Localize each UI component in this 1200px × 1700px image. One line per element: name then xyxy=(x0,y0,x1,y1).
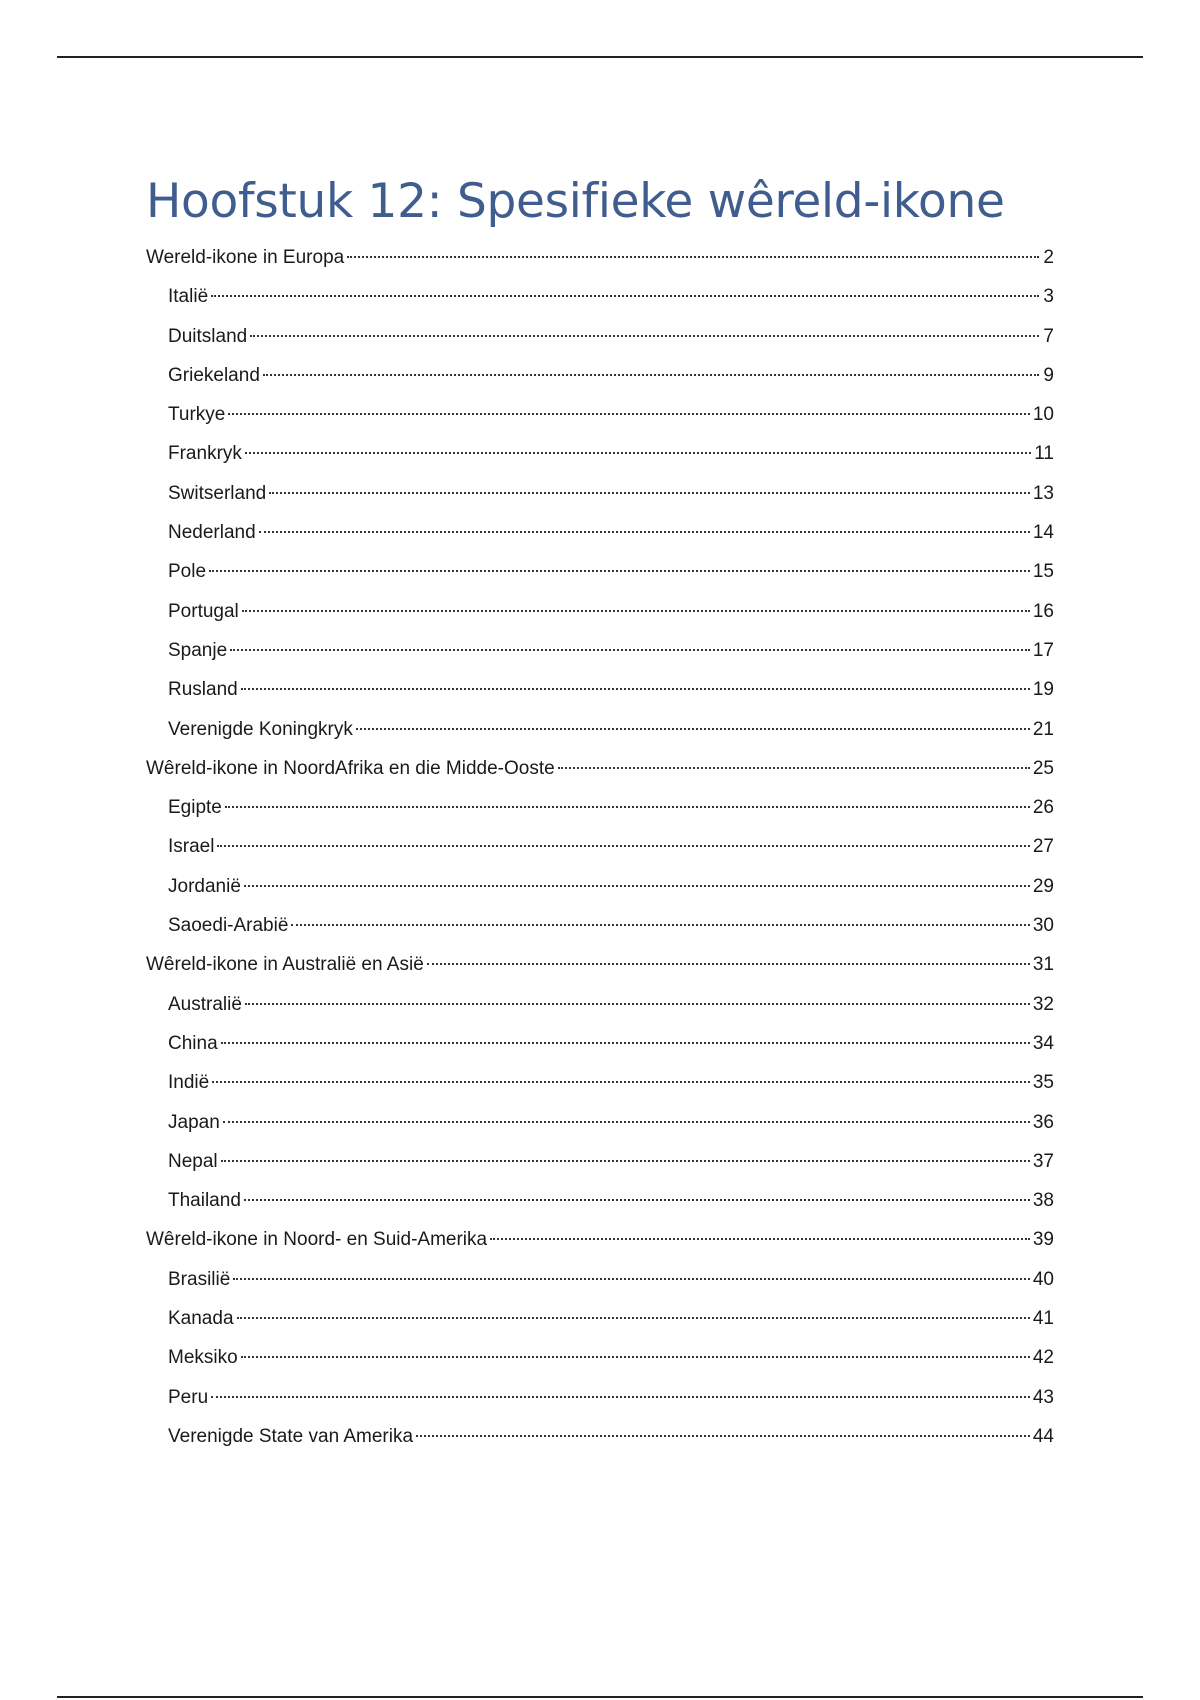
toc-dot-leader xyxy=(230,649,1030,651)
toc-dot-leader xyxy=(263,374,1039,376)
toc-entry[interactable] xyxy=(146,277,1054,316)
toc-dot-leader xyxy=(237,1317,1030,1319)
toc-dot-leader xyxy=(245,1003,1030,1005)
toc-dot-leader xyxy=(211,1396,1030,1398)
toc-entry[interactable] xyxy=(146,356,1054,395)
toc-entry-label: Verenigde State van Amerika xyxy=(168,1425,414,1447)
toc-entry-label: Jordanië xyxy=(168,875,241,897)
toc-dot-leader xyxy=(221,1042,1030,1044)
toc-entry[interactable] xyxy=(146,1417,1054,1456)
toc-dot-leader xyxy=(356,728,1030,730)
toc-entry-label: Spanje xyxy=(168,639,228,661)
toc-entry[interactable] xyxy=(146,867,1054,906)
toc-entry-page-number: 42 xyxy=(1032,1347,1054,1369)
toc-dot-leader xyxy=(221,1160,1030,1162)
table-of-contents xyxy=(146,238,1054,1456)
toc-entry-label: Kanada xyxy=(168,1308,234,1330)
toc-entry-page-number: 30 xyxy=(1032,915,1054,937)
toc-entry-label: Wereld-ikone in Europa xyxy=(146,247,345,268)
toc-entry[interactable] xyxy=(146,1142,1054,1181)
toc-entry-page-number: 11 xyxy=(1034,443,1054,465)
toc-entry[interactable] xyxy=(146,552,1054,591)
toc-entry[interactable] xyxy=(146,749,1054,788)
toc-entry-page-number: 10 xyxy=(1032,404,1054,426)
toc-entry[interactable] xyxy=(146,513,1054,552)
toc-entry-page-number: 21 xyxy=(1032,718,1054,740)
toc-entry-label: China xyxy=(168,1032,218,1054)
toc-entry-page-number: 36 xyxy=(1032,1111,1054,1133)
toc-entry-label: Portugal xyxy=(168,600,239,622)
page-title: Hoofstuk 12: Spesifieke wêreld-ikone xyxy=(146,174,1005,229)
toc-dot-leader xyxy=(269,492,1030,494)
toc-entry-page-number: 31 xyxy=(1032,954,1054,976)
toc-entry-page-number: 35 xyxy=(1032,1072,1054,1094)
toc-dot-leader xyxy=(291,924,1029,926)
toc-dot-leader xyxy=(225,806,1030,808)
toc-entry[interactable] xyxy=(146,1024,1054,1063)
toc-dot-leader xyxy=(244,885,1030,887)
toc-dot-leader xyxy=(245,452,1031,454)
toc-entry[interactable] xyxy=(146,1063,1054,1102)
toc-entry-label: Verenigde Koningkryk xyxy=(168,718,353,740)
toc-entry-label: Peru xyxy=(168,1386,209,1408)
toc-entry-label: Saoedi-Arabië xyxy=(168,915,289,937)
toc-dot-leader xyxy=(209,570,1030,572)
toc-dot-leader xyxy=(228,413,1029,415)
toc-entry-page-number: 15 xyxy=(1032,561,1054,583)
toc-entry-label: Indië xyxy=(168,1072,210,1094)
toc-entry[interactable] xyxy=(146,1378,1054,1417)
toc-entry-label: Meksiko xyxy=(168,1347,238,1369)
toc-entry-label: Wêreld-ikone in Australië en Asië xyxy=(146,954,424,976)
toc-entry-page-number: 9 xyxy=(1043,364,1054,386)
toc-dot-leader xyxy=(217,845,1029,847)
toc-entry-page-number: 7 xyxy=(1043,325,1054,347)
toc-entry-label: Pole xyxy=(168,561,207,583)
toc-entry-page-number: 34 xyxy=(1032,1032,1054,1054)
toc-dot-leader xyxy=(244,1199,1030,1201)
toc-dot-leader xyxy=(250,335,1039,337)
toc-entry[interactable] xyxy=(146,827,1054,866)
toc-entry-label: Griekeland xyxy=(168,364,260,386)
toc-entry[interactable] xyxy=(146,670,1054,709)
toc-entry-label: Nederland xyxy=(168,522,256,544)
toc-dot-leader xyxy=(416,1435,1030,1437)
toc-entry-label: Frankryk xyxy=(168,443,242,465)
toc-entry[interactable] xyxy=(146,592,1054,631)
toc-entry[interactable] xyxy=(146,395,1054,434)
toc-entry-label: Brasilië xyxy=(168,1268,231,1290)
toc-entry-page-number: 13 xyxy=(1032,482,1054,504)
toc-entry-page-number: 40 xyxy=(1032,1268,1054,1290)
toc-entry-label: Turkye xyxy=(168,404,226,426)
toc-dot-leader xyxy=(241,1356,1030,1358)
toc-entry-page-number: 38 xyxy=(1032,1190,1054,1212)
toc-entry[interactable] xyxy=(146,317,1054,356)
toc-entry-page-number: 3 xyxy=(1043,286,1054,308)
toc-entry[interactable] xyxy=(146,710,1054,749)
toc-entry-page-number: 14 xyxy=(1032,522,1054,544)
toc-entry[interactable] xyxy=(146,434,1054,473)
toc-entry[interactable] xyxy=(146,1260,1054,1299)
toc-entry-label: Nepal xyxy=(168,1150,218,1172)
toc-dot-leader xyxy=(490,1238,1030,1240)
toc-entry-label: Duitsland xyxy=(168,325,248,347)
toc-entry-label: Australië xyxy=(168,993,242,1015)
toc-entry-page-number: 27 xyxy=(1032,836,1054,858)
toc-entry-page-number: 2 xyxy=(1043,247,1054,268)
toc-entry-page-number: 41 xyxy=(1032,1308,1054,1330)
toc-entry-page-number: 19 xyxy=(1032,679,1054,701)
toc-entry[interactable] xyxy=(146,1338,1054,1377)
toc-entry-label: Egipte xyxy=(168,797,222,819)
toc-entry-page-number: 39 xyxy=(1032,1229,1054,1251)
toc-entry-page-number: 17 xyxy=(1032,639,1054,661)
toc-entry-label: Japan xyxy=(168,1111,220,1133)
toc-dot-leader xyxy=(242,610,1030,612)
toc-entry-page-number: 26 xyxy=(1032,797,1054,819)
toc-dot-leader xyxy=(233,1278,1030,1280)
toc-dot-leader xyxy=(427,963,1030,965)
toc-entry[interactable] xyxy=(146,474,1054,513)
toc-entry[interactable] xyxy=(146,945,1054,984)
toc-entry-page-number: 29 xyxy=(1032,875,1054,897)
toc-entry-label: Israel xyxy=(168,836,215,858)
toc-entry-page-number: 43 xyxy=(1032,1386,1054,1408)
toc-entry-label: Thailand xyxy=(168,1190,241,1212)
toc-entry-label: Rusland xyxy=(168,679,238,701)
toc-entry-page-number: 37 xyxy=(1032,1150,1054,1172)
toc-entry[interactable] xyxy=(146,238,1054,277)
toc-entry-page-number: 32 xyxy=(1032,993,1054,1015)
toc-entry-page-number: 44 xyxy=(1032,1425,1054,1447)
toc-entry[interactable] xyxy=(146,1220,1054,1259)
toc-dot-leader xyxy=(223,1121,1030,1123)
toc-dot-leader xyxy=(212,1081,1030,1083)
toc-dot-leader xyxy=(241,688,1030,690)
toc-dot-leader xyxy=(211,295,1039,297)
toc-dot-leader xyxy=(259,531,1030,533)
toc-entry[interactable] xyxy=(146,985,1054,1024)
toc-entry[interactable] xyxy=(146,1103,1054,1142)
toc-entry-label: Switserland xyxy=(168,482,267,504)
header-rule xyxy=(57,56,1143,58)
footer-rule xyxy=(57,1696,1143,1698)
toc-entry[interactable] xyxy=(146,1299,1054,1338)
toc-entry[interactable] xyxy=(146,631,1054,670)
toc-entry[interactable] xyxy=(146,906,1054,945)
toc-dot-leader xyxy=(558,767,1030,769)
toc-entry[interactable] xyxy=(146,788,1054,827)
toc-entry-page-number: 16 xyxy=(1032,600,1054,622)
toc-entry-page-number: 25 xyxy=(1032,757,1054,779)
toc-entry-label: Wêreld-ikone in Noord- en Suid-Amerika xyxy=(146,1229,488,1251)
toc-entry-label: Italië xyxy=(168,286,209,308)
toc-entry[interactable] xyxy=(146,1181,1054,1220)
toc-entry-label: Wêreld-ikone in NoordAfrika en die Midde-Ooste xyxy=(146,757,555,779)
toc-dot-leader xyxy=(347,256,1039,258)
